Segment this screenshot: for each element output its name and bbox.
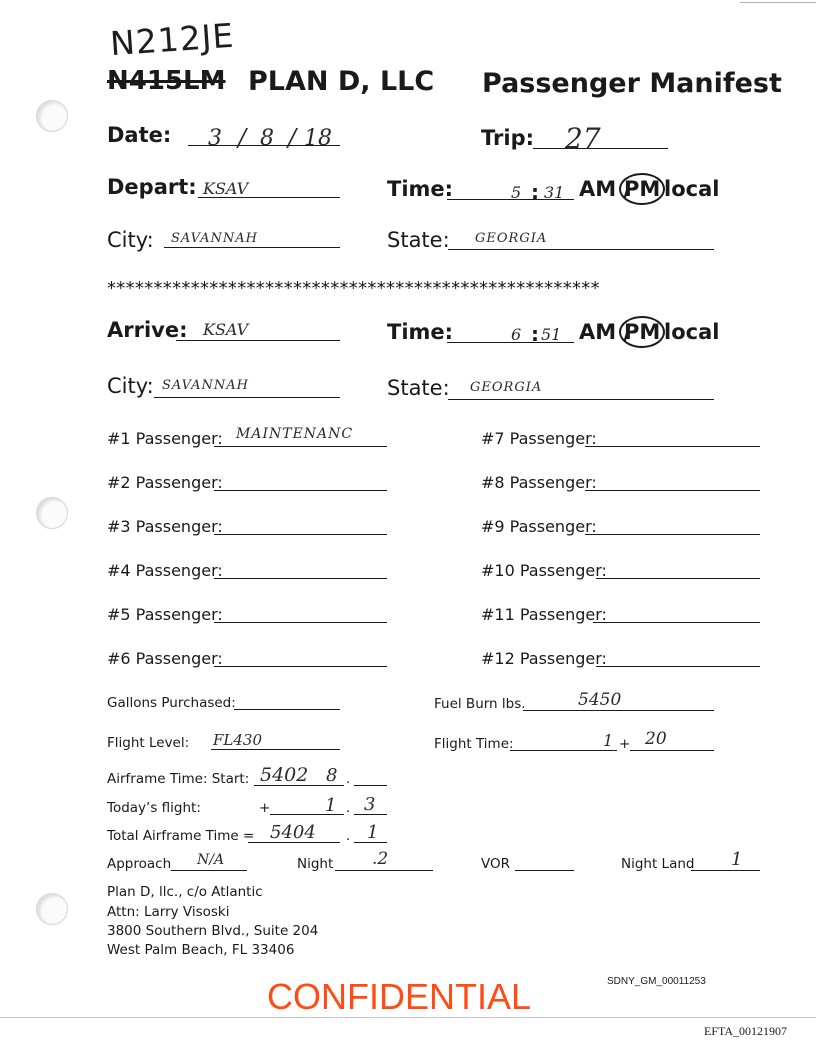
passenger-10-label: #10 Passenger:	[481, 561, 607, 580]
depart-minute: 31	[544, 183, 565, 202]
punch-hole-bottom	[36, 893, 68, 925]
date-year: 18	[304, 126, 332, 151]
company-name: PLAN D, LLC	[248, 66, 435, 97]
passenger-8-line	[585, 490, 760, 491]
vor-label: VOR	[481, 856, 511, 872]
arrive-minute: 51	[541, 325, 562, 344]
fuel-burn-value: 5450	[578, 690, 622, 710]
date-label: Date:	[107, 123, 172, 147]
passenger-11-line	[593, 622, 760, 623]
passenger-6-line	[214, 666, 387, 667]
passenger-8-label: #8 Passenger:	[481, 473, 597, 492]
passenger-2-label: #2 Passenger:	[107, 473, 223, 492]
flight-level-label: Flight Level:	[107, 735, 190, 751]
todays-flight-decimal: 3	[364, 794, 376, 815]
address-line-3: 3800 Southern Blvd., Suite 204	[107, 923, 319, 939]
arrive-colon: :	[531, 322, 539, 346]
flight-time-minutes-line	[630, 750, 714, 751]
depart-airport: KSAV	[203, 179, 249, 198]
arrive-city: SAVANNAH	[162, 378, 250, 393]
approach-line	[171, 870, 247, 871]
trip-number: 27	[565, 122, 601, 155]
tail-number-struck: N415LM	[107, 66, 226, 96]
passenger-1-label: #1 Passenger:	[107, 429, 223, 448]
arrive-city-label: City:	[107, 374, 154, 398]
passenger-3-line	[214, 534, 387, 535]
arrive-am-label: AM /	[579, 320, 632, 344]
date-slash-2: /	[288, 124, 297, 152]
passenger-7-line	[585, 446, 760, 447]
page-title: Passenger Manifest	[482, 68, 782, 99]
approach-label: Approach	[107, 856, 172, 872]
arrive-state: GEORGIA	[470, 380, 543, 395]
todays-flight-value: 1	[325, 795, 337, 816]
arrive-time-label: Time:	[387, 320, 454, 344]
asterisk-separator: *****************************************************	[107, 278, 600, 299]
depart-state: GEORGIA	[475, 231, 548, 246]
passenger-12-line	[596, 666, 760, 667]
airframe-start-decimal-line	[354, 785, 387, 786]
todays-flight-label: Today’s flight:	[107, 800, 201, 816]
passenger-4-line	[214, 578, 387, 579]
address-line-2: Attn: Larry Visoski	[107, 904, 230, 920]
arrive-city-line	[154, 397, 340, 398]
passenger-10-line	[596, 578, 760, 579]
page-edge-top	[740, 2, 816, 3]
passenger-11-label: #11 Passenger:	[481, 605, 607, 624]
passenger-1-value: MAINTENANC	[236, 426, 354, 442]
flight-level-value: FL430	[213, 731, 262, 749]
total-airframe-decimal: 1	[367, 822, 379, 843]
todays-flight-plus: +	[259, 800, 271, 816]
passenger-7-label: #7 Passenger:	[481, 429, 597, 448]
depart-local-label: local	[664, 177, 720, 201]
depart-state-label: State:	[387, 228, 450, 252]
flight-time-hours: 1	[603, 731, 614, 750]
date-day: 8	[260, 126, 274, 151]
night-land-value: 1	[731, 849, 743, 870]
fuel-burn-label: Fuel Burn lbs.	[434, 696, 526, 712]
passenger-6-label: #6 Passenger:	[107, 649, 223, 668]
address-line-4: West Palm Beach, FL 33406	[107, 942, 295, 958]
arrive-line	[176, 340, 340, 341]
punch-hole-top	[36, 100, 68, 132]
depart-city-label: City:	[107, 228, 154, 252]
flight-time-minutes: 20	[645, 729, 667, 749]
night-label: Night	[297, 856, 334, 872]
passenger-2-line	[214, 490, 387, 491]
confidential-stamp: CONFIDENTIAL	[267, 976, 532, 1017]
depart-state-line	[448, 249, 714, 250]
depart-time-label: Time:	[387, 177, 454, 201]
flight-time-label: Flight Time:	[434, 736, 514, 752]
arrive-pm-circled: PM	[619, 316, 665, 348]
approach-value: N/A	[197, 852, 225, 868]
depart-city-line	[164, 247, 340, 248]
depart-hour: 5	[511, 183, 522, 202]
flight-level-line	[211, 749, 340, 750]
passenger-5-line	[214, 622, 387, 623]
arrive-airport: KSAV	[203, 320, 249, 339]
passenger-3-label: #3 Passenger:	[107, 517, 223, 536]
depart-colon: :	[531, 180, 539, 204]
passenger-9-label: #9 Passenger:	[481, 517, 597, 536]
tail-number-handwritten: N212JE	[108, 15, 236, 64]
arrive-label: Arrive:	[107, 318, 188, 342]
depart-pm-circled: PM	[619, 173, 665, 205]
passenger-1-line	[214, 446, 387, 447]
bates-number: SDNY_GM_00011253	[607, 976, 706, 987]
date-month: 3	[208, 126, 222, 151]
airframe-start-label: Airframe Time: Start:	[107, 771, 250, 787]
arrive-hour: 6	[511, 325, 522, 344]
bottom-edge-line	[0, 1017, 816, 1018]
flight-time-hours-line	[510, 750, 617, 751]
total-airframe-label: Total Airframe Time =	[107, 828, 255, 844]
airframe-start-decimal: 8	[326, 765, 338, 786]
night-land-line	[691, 870, 760, 871]
night-line	[335, 870, 433, 871]
arrive-state-line	[448, 399, 714, 400]
passenger-4-label: #4 Passenger:	[107, 561, 223, 580]
depart-city: SAVANNAH	[171, 231, 259, 246]
todays-flight-dot: .	[346, 800, 351, 816]
passenger-9-line	[585, 534, 760, 535]
gallons-purchased-label: Gallons Purchased:	[107, 695, 236, 711]
gallons-purchased-line	[234, 709, 340, 710]
date-slash-1: /	[238, 124, 247, 152]
flight-time-plus: +	[619, 736, 631, 752]
total-airframe-dot: .	[346, 828, 351, 844]
vor-line	[515, 870, 574, 871]
passenger-5-label: #5 Passenger:	[107, 605, 223, 624]
airframe-start-dot: .	[346, 771, 351, 787]
passenger-12-label: #12 Passenger:	[481, 649, 607, 668]
fuel-burn-line	[523, 710, 714, 711]
address-line-1: Plan D, llc., c/o Atlantic	[107, 884, 263, 900]
arrive-local-label: local	[664, 320, 720, 344]
night-land-label: Night Land	[621, 856, 695, 872]
depart-label: Depart:	[107, 175, 197, 199]
arrive-state-label: State:	[387, 376, 450, 400]
airframe-start-value: 5402	[260, 764, 309, 786]
depart-am-label: AM /	[579, 177, 632, 201]
total-airframe-value: 5404	[270, 822, 316, 843]
night-value: .2	[372, 849, 389, 869]
efta-number: EFTA_00121907	[704, 1024, 788, 1038]
punch-hole-middle	[36, 497, 68, 529]
trip-label: Trip:	[481, 126, 535, 150]
